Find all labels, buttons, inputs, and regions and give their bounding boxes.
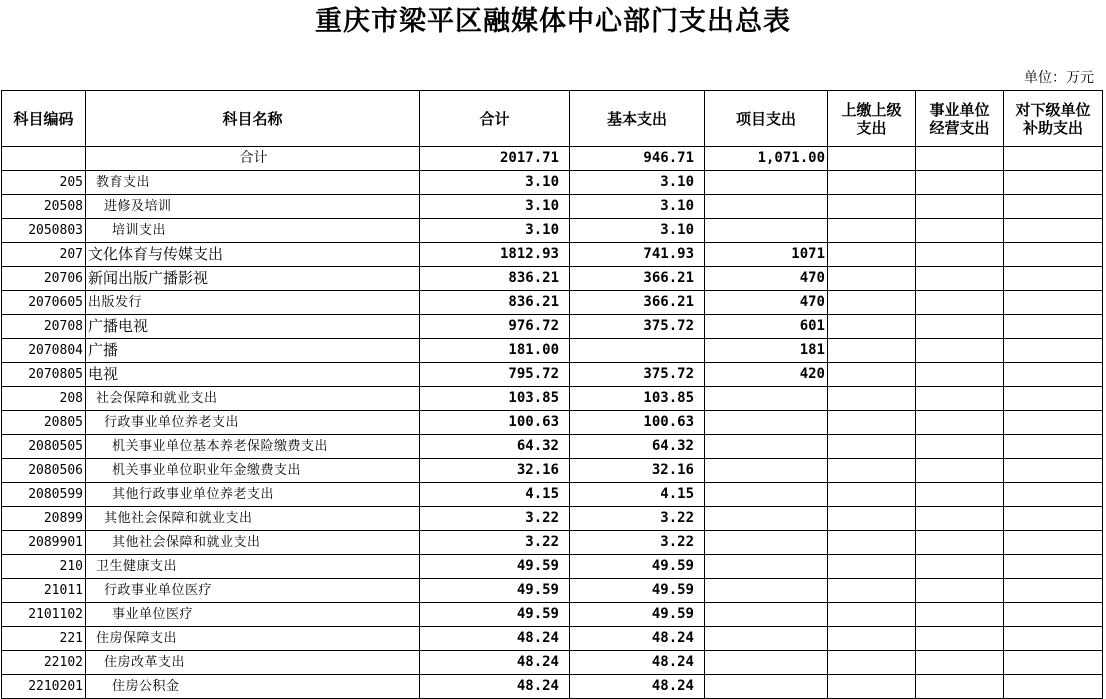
unit-label: 单位：万元	[1024, 70, 1094, 86]
cell-total: 3.22	[420, 507, 570, 531]
cell-subsidy	[1004, 627, 1103, 651]
cell-upper	[828, 507, 916, 531]
cell-total: 49.59	[420, 579, 570, 603]
cell-name: 广播	[86, 339, 420, 363]
table-row	[2, 651, 1103, 675]
cell-name: 电视	[86, 363, 420, 387]
cell-code: 221	[2, 627, 86, 651]
cell-name: 住房公积金	[86, 675, 420, 699]
cell-upper	[828, 675, 916, 699]
table-row	[2, 315, 1103, 339]
cell-business	[916, 603, 1004, 627]
cell-upper	[828, 435, 916, 459]
cell-project	[705, 555, 828, 579]
cell-total: 48.24	[420, 627, 570, 651]
cell-total: 836.21	[420, 267, 570, 291]
cell-basic: 4.15	[570, 483, 705, 507]
cell-project: 470	[705, 267, 828, 291]
cell-project	[705, 219, 828, 243]
cell-business	[916, 243, 1004, 267]
cell-upper	[828, 267, 916, 291]
cell-upper	[828, 147, 916, 171]
cell-subsidy	[1004, 363, 1103, 387]
cell-upper	[828, 219, 916, 243]
cell-upper	[828, 459, 916, 483]
cell-total: 795.72	[420, 363, 570, 387]
cell-subsidy	[1004, 291, 1103, 315]
table-row	[2, 411, 1103, 435]
table-row	[2, 339, 1103, 363]
cell-project	[705, 459, 828, 483]
cell-business	[916, 555, 1004, 579]
cell-basic: 64.32	[570, 435, 705, 459]
table-body	[2, 147, 1103, 699]
cell-upper	[828, 363, 916, 387]
cell-code: 2210201	[2, 675, 86, 699]
cell-name: 机关事业单位职业年金缴费支出	[86, 459, 420, 483]
cell-name: 教育支出	[86, 171, 420, 195]
cell-name: 事业单位医疗	[86, 603, 420, 627]
cell-subsidy	[1004, 483, 1103, 507]
cell-business	[916, 651, 1004, 675]
cell-business	[916, 675, 1004, 699]
table-row	[2, 675, 1103, 699]
cell-total: 48.24	[420, 651, 570, 675]
header-subsidy	[1004, 91, 1103, 147]
cell-basic: 49.59	[570, 603, 705, 627]
table-row	[2, 603, 1103, 627]
cell-code: 20708	[2, 315, 86, 339]
cell-subsidy	[1004, 267, 1103, 291]
cell-total: 976.72	[420, 315, 570, 339]
page-title: 重庆市梁平区融媒体中心部门支出总表	[315, 6, 791, 37]
cell-project: 470	[705, 291, 828, 315]
cell-project: 420	[705, 363, 828, 387]
cell-project	[705, 603, 828, 627]
cell-basic: 366.21	[570, 267, 705, 291]
cell-name: 出版发行	[86, 291, 420, 315]
table-row	[2, 267, 1103, 291]
cell-total: 49.59	[420, 603, 570, 627]
cell-basic: 100.63	[570, 411, 705, 435]
table-row	[2, 627, 1103, 651]
cell-project: 601	[705, 315, 828, 339]
cell-subsidy	[1004, 171, 1103, 195]
header-business	[916, 91, 1004, 147]
cell-upper	[828, 291, 916, 315]
cell-total: 2017.71	[420, 147, 570, 171]
table-row	[2, 195, 1103, 219]
cell-project	[705, 675, 828, 699]
cell-project	[705, 579, 828, 603]
header-upper	[828, 91, 916, 147]
cell-business	[916, 291, 1004, 315]
cell-code: 2070605	[2, 291, 86, 315]
cell-name: 机关事业单位基本养老保险缴费支出	[86, 435, 420, 459]
cell-project: 1,071.00	[705, 147, 828, 171]
cell-name: 培训支出	[86, 219, 420, 243]
table-row	[2, 555, 1103, 579]
cell-upper	[828, 195, 916, 219]
header-business-text: 事业单位经营支出	[929, 100, 990, 137]
cell-total: 3.10	[420, 171, 570, 195]
cell-code: 22102	[2, 651, 86, 675]
cell-basic: 3.22	[570, 507, 705, 531]
table-row	[2, 387, 1103, 411]
cell-business	[916, 411, 1004, 435]
cell-basic: 32.16	[570, 459, 705, 483]
cell-total: 100.63	[420, 411, 570, 435]
cell-basic: 741.93	[570, 243, 705, 267]
cell-upper	[828, 531, 916, 555]
cell-subsidy	[1004, 195, 1103, 219]
cell-business	[916, 531, 1004, 555]
header-subsidy-text: 对下级单位补助支出	[1015, 100, 1091, 137]
cell-basic: 3.10	[570, 219, 705, 243]
header-code: 科目编码	[2, 91, 86, 147]
cell-business	[916, 219, 1004, 243]
cell-basic: 3.10	[570, 195, 705, 219]
header-name: 科目名称	[86, 91, 420, 147]
cell-upper	[828, 651, 916, 675]
cell-upper	[828, 555, 916, 579]
cell-upper	[828, 483, 916, 507]
cell-project	[705, 507, 828, 531]
cell-name: 卫生健康支出	[86, 555, 420, 579]
cell-code: 208	[2, 387, 86, 411]
cell-code: 210	[2, 555, 86, 579]
cell-code: 20508	[2, 195, 86, 219]
cell-business	[916, 339, 1004, 363]
cell-basic: 3.10	[570, 171, 705, 195]
cell-upper	[828, 603, 916, 627]
cell-name: 行政事业单位医疗	[86, 579, 420, 603]
cell-business	[916, 579, 1004, 603]
header-total: 合计	[420, 91, 570, 147]
cell-total: 3.10	[420, 219, 570, 243]
cell-total: 48.24	[420, 675, 570, 699]
cell-name: 其他社会保障和就业支出	[86, 507, 420, 531]
cell-business	[916, 267, 1004, 291]
cell-business	[916, 459, 1004, 483]
cell-subsidy	[1004, 147, 1103, 171]
cell-upper	[828, 387, 916, 411]
expenditure-table	[1, 90, 1103, 699]
cell-project	[705, 627, 828, 651]
cell-subsidy	[1004, 339, 1103, 363]
cell-basic: 49.59	[570, 579, 705, 603]
cell-subsidy	[1004, 243, 1103, 267]
cell-subsidy	[1004, 507, 1103, 531]
cell-code	[2, 147, 86, 171]
cell-basic: 375.72	[570, 363, 705, 387]
cell-subsidy	[1004, 435, 1103, 459]
header-project: 项目支出	[705, 91, 828, 147]
cell-business	[916, 195, 1004, 219]
cell-basic	[570, 339, 705, 363]
table-row	[2, 363, 1103, 387]
cell-project	[705, 531, 828, 555]
cell-business	[916, 387, 1004, 411]
cell-total: 103.85	[420, 387, 570, 411]
cell-name: 其他社会保障和就业支出	[86, 531, 420, 555]
cell-code: 21011	[2, 579, 86, 603]
cell-total: 3.22	[420, 531, 570, 555]
cell-name: 新闻出版广播影视	[86, 267, 420, 291]
table-row	[2, 171, 1103, 195]
header-basic: 基本支出	[570, 91, 705, 147]
cell-business	[916, 363, 1004, 387]
cell-business	[916, 483, 1004, 507]
cell-subsidy	[1004, 603, 1103, 627]
cell-project	[705, 411, 828, 435]
cell-upper	[828, 411, 916, 435]
cell-subsidy	[1004, 411, 1103, 435]
cell-name: 文化体育与传媒支出	[86, 243, 420, 267]
cell-subsidy	[1004, 459, 1103, 483]
cell-upper	[828, 171, 916, 195]
cell-code: 2080506	[2, 459, 86, 483]
cell-upper	[828, 579, 916, 603]
cell-subsidy	[1004, 315, 1103, 339]
cell-subsidy	[1004, 219, 1103, 243]
cell-project	[705, 387, 828, 411]
cell-business	[916, 315, 1004, 339]
header-upper-text: 上缴上级支出	[841, 100, 902, 137]
cell-business	[916, 147, 1004, 171]
cell-subsidy	[1004, 675, 1103, 699]
cell-subsidy	[1004, 651, 1103, 675]
cell-upper	[828, 339, 916, 363]
cell-name: 进修及培训	[86, 195, 420, 219]
cell-subsidy	[1004, 387, 1103, 411]
table-row	[2, 435, 1103, 459]
cell-upper	[828, 243, 916, 267]
cell-code: 2080599	[2, 483, 86, 507]
table-row	[2, 459, 1103, 483]
cell-basic: 375.72	[570, 315, 705, 339]
table-row	[2, 243, 1103, 267]
cell-project	[705, 435, 828, 459]
cell-name: 其他行政事业单位养老支出	[86, 483, 420, 507]
cell-name: 广播电视	[86, 315, 420, 339]
cell-subsidy	[1004, 531, 1103, 555]
cell-project: 181	[705, 339, 828, 363]
cell-basic: 103.85	[570, 387, 705, 411]
cell-code: 2080505	[2, 435, 86, 459]
cell-subsidy	[1004, 555, 1103, 579]
cell-total: 1812.93	[420, 243, 570, 267]
cell-code: 207	[2, 243, 86, 267]
cell-code: 2089901	[2, 531, 86, 555]
cell-project: 1071	[705, 243, 828, 267]
cell-total: 836.21	[420, 291, 570, 315]
table-row	[2, 219, 1103, 243]
cell-total: 4.15	[420, 483, 570, 507]
cell-business	[916, 627, 1004, 651]
cell-basic: 49.59	[570, 555, 705, 579]
cell-name: 行政事业单位养老支出	[86, 411, 420, 435]
cell-project	[705, 171, 828, 195]
table-header-row	[2, 91, 1103, 147]
cell-total: 32.16	[420, 459, 570, 483]
cell-project	[705, 651, 828, 675]
table-row	[2, 483, 1103, 507]
cell-code: 20899	[2, 507, 86, 531]
cell-basic: 48.24	[570, 675, 705, 699]
cell-basic: 48.24	[570, 627, 705, 651]
cell-name: 社会保障和就业支出	[86, 387, 420, 411]
cell-basic: 366.21	[570, 291, 705, 315]
cell-business	[916, 171, 1004, 195]
table-row	[2, 291, 1103, 315]
cell-code: 205	[2, 171, 86, 195]
cell-project	[705, 483, 828, 507]
cell-business	[916, 435, 1004, 459]
cell-name: 住房保障支出	[86, 627, 420, 651]
cell-basic: 3.22	[570, 531, 705, 555]
cell-total: 64.32	[420, 435, 570, 459]
table-row	[2, 531, 1103, 555]
cell-basic: 946.71	[570, 147, 705, 171]
cell-name: 住房改革支出	[86, 651, 420, 675]
cell-code: 2070804	[2, 339, 86, 363]
cell-total: 49.59	[420, 555, 570, 579]
cell-code: 2101102	[2, 603, 86, 627]
cell-code: 20805	[2, 411, 86, 435]
cell-code: 20706	[2, 267, 86, 291]
cell-total: 3.10	[420, 195, 570, 219]
table-row	[2, 147, 1103, 171]
table-row	[2, 507, 1103, 531]
cell-subsidy	[1004, 579, 1103, 603]
cell-project	[705, 195, 828, 219]
cell-business	[916, 507, 1004, 531]
cell-upper	[828, 627, 916, 651]
cell-basic: 48.24	[570, 651, 705, 675]
cell-upper	[828, 315, 916, 339]
cell-name: 合计	[86, 147, 420, 171]
cell-total: 181.00	[420, 339, 570, 363]
cell-code: 2070805	[2, 363, 86, 387]
cell-code: 2050803	[2, 219, 86, 243]
table-row	[2, 579, 1103, 603]
